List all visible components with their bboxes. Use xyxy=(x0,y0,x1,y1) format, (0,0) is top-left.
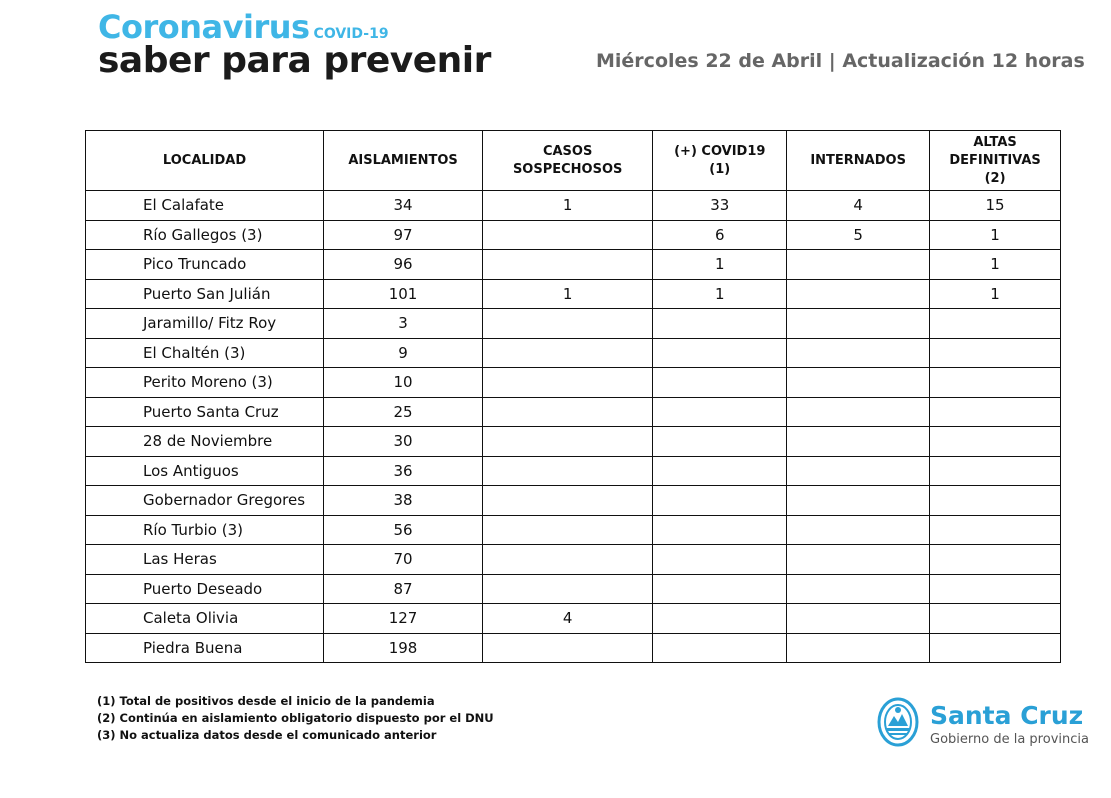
table-cell xyxy=(787,456,930,486)
table-cell xyxy=(653,515,787,545)
table-cell xyxy=(482,545,652,575)
table-row xyxy=(86,220,1061,250)
table-row xyxy=(86,545,1061,575)
table-cell xyxy=(930,604,1061,634)
table-row xyxy=(86,338,1061,368)
table-cell xyxy=(787,397,930,427)
table-cell xyxy=(653,427,787,457)
table-cell xyxy=(787,309,930,339)
localidad-cell: Pico Truncado xyxy=(86,250,324,280)
localidad-cell: 28 de Noviembre xyxy=(86,427,324,457)
table-cell: 30 xyxy=(324,427,483,457)
table-row xyxy=(86,368,1061,398)
table-cell xyxy=(482,309,652,339)
table-cell xyxy=(787,427,930,457)
table-cell: 38 xyxy=(324,486,483,516)
localidad-cell: Puerto Deseado xyxy=(86,574,324,604)
table-cell: 1 xyxy=(482,191,652,221)
table-cell: 4 xyxy=(482,604,652,634)
table-cell xyxy=(482,574,652,604)
brand-header xyxy=(98,8,491,81)
table-cell: 33 xyxy=(653,191,787,221)
table-cell xyxy=(653,397,787,427)
table-cell xyxy=(482,515,652,545)
column-header-localidad: LOCALIDAD xyxy=(86,131,324,191)
table-cell: 127 xyxy=(324,604,483,634)
brand-title: Coronavirus xyxy=(98,8,310,46)
table-row xyxy=(86,486,1061,516)
table-cell: 198 xyxy=(324,633,483,663)
table-cell: 6 xyxy=(653,220,787,250)
table-cell xyxy=(482,250,652,280)
brand-subtitle: saber para prevenir xyxy=(98,40,491,81)
table-cell: 1 xyxy=(930,250,1061,280)
provincial-seal-icon xyxy=(876,696,920,753)
table-cell xyxy=(653,545,787,575)
column-header-covid19: (+) COVID19 (1) xyxy=(653,131,787,191)
table-cell: 15 xyxy=(930,191,1061,221)
table-cell xyxy=(482,368,652,398)
table-cell: 25 xyxy=(324,397,483,427)
table-row xyxy=(86,250,1061,280)
table-cell xyxy=(930,633,1061,663)
update-dateline: Miércoles 22 de Abril | Actualización 12 horas xyxy=(596,50,1085,72)
table-cell xyxy=(653,574,787,604)
table-cell: 70 xyxy=(324,545,483,575)
localidad-cell: Las Heras xyxy=(86,545,324,575)
column-header-altas-definitivas: ALTAS DEFINITIVAS (2) xyxy=(930,131,1061,191)
table-cell xyxy=(482,456,652,486)
table-cell xyxy=(930,545,1061,575)
table-cell: 97 xyxy=(324,220,483,250)
logo-tagline: Gobierno de la provincia xyxy=(930,732,1089,747)
table-cell xyxy=(482,397,652,427)
table-row xyxy=(86,604,1061,634)
table-cell: 4 xyxy=(787,191,930,221)
table-cell: 5 xyxy=(787,220,930,250)
table-cell xyxy=(930,427,1061,457)
table-row xyxy=(86,427,1061,457)
santa-cruz-logo xyxy=(876,696,1089,753)
table-cell: 1 xyxy=(482,279,652,309)
table-header-row xyxy=(86,131,1061,191)
table-cell xyxy=(930,397,1061,427)
table-cell xyxy=(930,486,1061,516)
table-row xyxy=(86,279,1061,309)
table-cell xyxy=(482,486,652,516)
table-cell xyxy=(482,633,652,663)
brand-covid-tag: COVID-19 xyxy=(313,26,389,42)
table-cell xyxy=(482,338,652,368)
table-cell xyxy=(787,486,930,516)
logo-text xyxy=(930,702,1089,747)
table-row xyxy=(86,456,1061,486)
table-cell xyxy=(787,633,930,663)
column-header-aislamientos: AISLAMIENTOS xyxy=(324,131,483,191)
logo-name: Santa Cruz xyxy=(930,701,1084,730)
table-cell xyxy=(787,250,930,280)
table-cell xyxy=(930,368,1061,398)
column-header-internados: INTERNADOS xyxy=(787,131,930,191)
table-cell: 1 xyxy=(930,279,1061,309)
localidad-cell: Piedra Buena xyxy=(86,633,324,663)
table-cell: 34 xyxy=(324,191,483,221)
table-cell: 56 xyxy=(324,515,483,545)
table-cell xyxy=(930,515,1061,545)
table-cell xyxy=(787,604,930,634)
table-cell xyxy=(787,574,930,604)
table-cell xyxy=(653,338,787,368)
table-cell xyxy=(653,633,787,663)
table-body xyxy=(86,191,1061,663)
table-row xyxy=(86,574,1061,604)
localidad-cell: Jaramillo/ Fitz Roy xyxy=(86,309,324,339)
table-cell xyxy=(653,368,787,398)
table-cell xyxy=(482,427,652,457)
table-cell xyxy=(930,574,1061,604)
table-cell xyxy=(930,309,1061,339)
table-cell: 3 xyxy=(324,309,483,339)
localidad-cell: Gobernador Gregores xyxy=(86,486,324,516)
table-cell xyxy=(482,220,652,250)
footnote: (1) Total de positivos desde el inicio de la pandemia xyxy=(97,694,435,708)
table-cell xyxy=(653,486,787,516)
table-cell xyxy=(930,338,1061,368)
table-cell xyxy=(787,338,930,368)
table-cell: 96 xyxy=(324,250,483,280)
table-cell xyxy=(930,456,1061,486)
table-row xyxy=(86,191,1061,221)
table-cell: 87 xyxy=(324,574,483,604)
cases-table xyxy=(85,130,1061,663)
localidad-cell: El Chaltén (3) xyxy=(86,338,324,368)
table-cell: 9 xyxy=(324,338,483,368)
localidad-cell: Río Turbio (3) xyxy=(86,515,324,545)
table-cell: 10 xyxy=(324,368,483,398)
column-header-casos-sospechosos: CASOS SOSPECHOSOS xyxy=(482,131,652,191)
table-cell: 1 xyxy=(930,220,1061,250)
localidad-cell: Puerto Santa Cruz xyxy=(86,397,324,427)
table-cell: 36 xyxy=(324,456,483,486)
table-cell xyxy=(653,309,787,339)
table-cell xyxy=(787,515,930,545)
footnote: (2) Continúa en aislamiento obligatorio dispuesto por el DNU xyxy=(97,711,494,725)
table-row xyxy=(86,309,1061,339)
table-cell: 1 xyxy=(653,279,787,309)
localidad-cell: Caleta Olivia xyxy=(86,604,324,634)
table-cell xyxy=(787,279,930,309)
localidad-cell: Río Gallegos (3) xyxy=(86,220,324,250)
table-cell: 1 xyxy=(653,250,787,280)
footnotes xyxy=(97,693,494,744)
table-cell xyxy=(787,545,930,575)
localidad-cell: Puerto San Julián xyxy=(86,279,324,309)
localidad-cell: Los Antiguos xyxy=(86,456,324,486)
table-row xyxy=(86,633,1061,663)
localidad-cell: El Calafate xyxy=(86,191,324,221)
table-cell: 101 xyxy=(324,279,483,309)
footnote: (3) No actualiza datos desde el comunicado anterior xyxy=(97,728,437,742)
localidad-cell: Perito Moreno (3) xyxy=(86,368,324,398)
table-row xyxy=(86,397,1061,427)
table-cell xyxy=(787,368,930,398)
table-cell xyxy=(653,456,787,486)
table-cell xyxy=(653,604,787,634)
table-row xyxy=(86,515,1061,545)
